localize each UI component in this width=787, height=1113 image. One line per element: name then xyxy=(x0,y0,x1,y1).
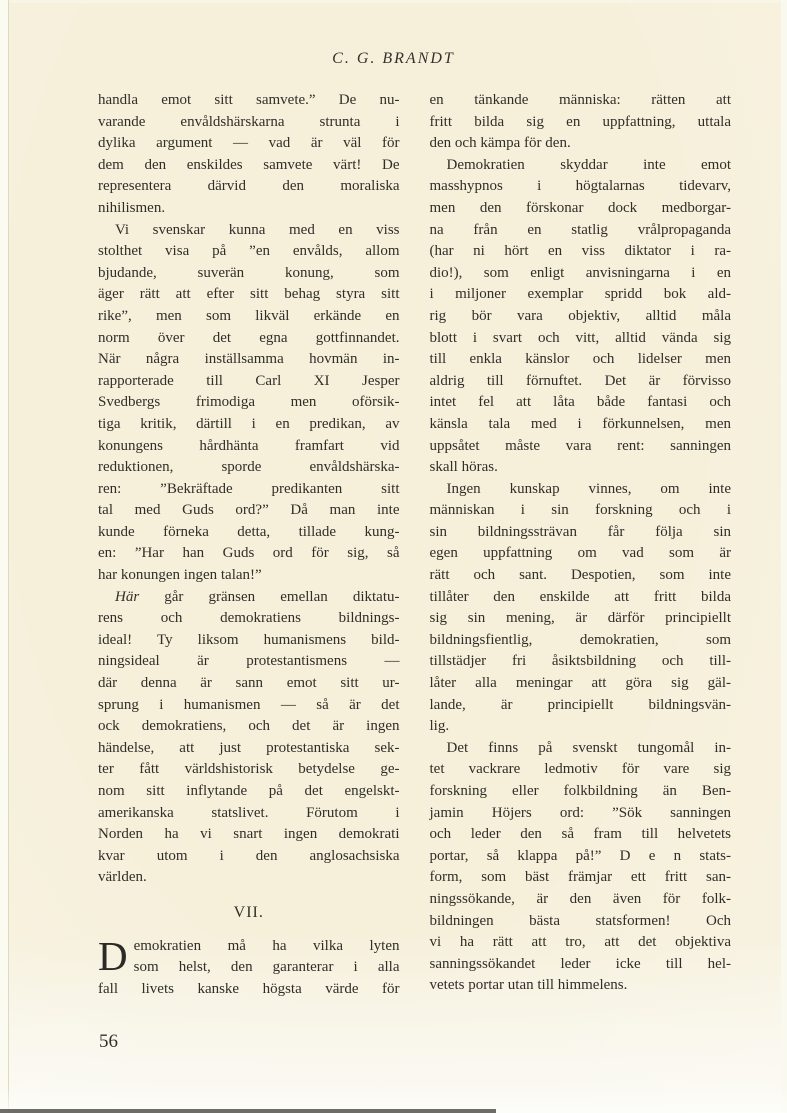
text-line: varande envåldshärskarna strunta i xyxy=(98,113,400,130)
text-line: egen uppfattning om vad som är xyxy=(429,545,731,562)
text-line: uppsåtet måste vara rent: sanningen xyxy=(429,437,731,454)
text-line: konungens hårdhänta framfart vid xyxy=(98,437,400,454)
text-line: rig bör vara objektiv, alltid måla xyxy=(429,307,731,324)
text-line: fall livets kanske högsta värde för xyxy=(98,980,400,997)
scan-artifact-line xyxy=(0,1109,496,1113)
text-line: norm över det egna gottfinnandet. xyxy=(98,329,400,346)
text-line: ren: ”Bekräftade predikanten sitt xyxy=(98,480,400,497)
text-line: ock demokratiens, och det är ingen xyxy=(98,718,400,735)
text-line: blott i svart och vitt, alltid vända sig xyxy=(429,329,731,346)
text-line: forskning eller folkbildning än Ben- xyxy=(429,783,731,799)
text-line: den och kämpa för den. xyxy=(429,135,571,152)
text-line: sin bildningssträvan får följa sin xyxy=(429,523,731,540)
page-edge-right xyxy=(781,0,787,1113)
text-line: emokratien må ha vilka lyten xyxy=(133,937,400,954)
text-line: masshypnos i högtalarnas tidevarv, xyxy=(429,178,731,195)
text-line: lig. xyxy=(429,718,450,735)
text-line: intet fel att låta både fantasi och xyxy=(429,394,731,411)
text-line: tillåter den enskilde att fritt bilda xyxy=(429,588,731,605)
text-line: Vi svenskar kunna med en viss xyxy=(115,221,400,238)
text-line: nihilismen. xyxy=(98,199,166,216)
paragraph xyxy=(98,587,400,889)
text-line: fritt bilda sig en uppfattning, uttala xyxy=(429,113,731,130)
text-line: ideal! Ty liksom humanismens bild- xyxy=(98,631,400,648)
text-line: i miljoner exemplar spridd bok ald- xyxy=(429,286,731,303)
text-line: portar, så klappa på!” D e n stats- xyxy=(429,847,731,864)
text-line: kunde förneka detta, tillade kung- xyxy=(98,523,400,540)
text-line: tiga kritik, därtill i en predikan, av xyxy=(98,415,400,432)
text-line: jamin Höjers ord: ”Sök sanningen xyxy=(429,804,731,821)
paragraph xyxy=(98,90,400,220)
text-line: bjudande, suverän konung, som xyxy=(98,264,400,281)
text-columns xyxy=(98,90,731,1000)
text-line: vi ha rätt att tro, att det objektiva xyxy=(429,934,731,951)
text-line: rapporterade till Carl XI Jesper xyxy=(98,372,400,389)
text-line: händelse, att just protestantiska sek- xyxy=(98,739,400,756)
text-line: lande, är principiellt bildningsvän- xyxy=(429,696,731,713)
text-line: och leder den så fram till helvetets xyxy=(429,826,731,843)
page-number: 56 xyxy=(99,1031,118,1052)
text-line: som helst, den garanterar i alla xyxy=(133,959,400,976)
paragraph xyxy=(430,479,732,738)
text-line: aldrig till förnuftet. Det är förvisso xyxy=(429,372,731,389)
text-line: tal med Guds ord?” Då man inte xyxy=(98,502,400,519)
text-line: världen. xyxy=(98,869,147,886)
text-line: människan i sin forskning och i xyxy=(429,502,731,519)
text-line: Det finns på svenskt tungomål in- xyxy=(446,739,731,756)
paragraph xyxy=(98,220,400,587)
text-line: form, som bäst främjar ett fritt san- xyxy=(429,869,731,886)
dropcap-letter: D xyxy=(98,932,128,979)
text-line: bildningsfientlig, demokratien, som xyxy=(429,631,731,648)
text-line: sanningssökandet leder icke till hel- xyxy=(429,955,731,972)
text-line: skall höras. xyxy=(429,459,498,476)
page-edge-left xyxy=(0,0,9,1113)
text-line: vetets portar utan till himmelens. xyxy=(429,977,628,994)
text-line: låter alla meningar att göra sig gäl- xyxy=(429,675,731,692)
left-column xyxy=(98,90,400,1000)
text-line: representera därvid den moraliska xyxy=(98,178,400,195)
text-line: känsla tala med i förkunnelsen, men xyxy=(429,415,731,432)
text-line: (har ni hört en viss diktator i ra- xyxy=(429,243,731,260)
text-line: en tänkande människa: rätten att xyxy=(429,92,731,108)
text-line: tillstädjer fri åsiktsbildning och till- xyxy=(429,653,731,670)
text-line: reduktionen, sporde envåldshärska- xyxy=(98,459,400,476)
text-line: sig sin mening, är därför principiellt xyxy=(429,610,731,627)
text-line: har konungen ingen talan!” xyxy=(98,567,262,584)
text-line: dem den enskildes samvete värt! De xyxy=(98,156,400,173)
right-column xyxy=(430,90,732,1000)
text-line: Svedbergs frimodiga men oförsik- xyxy=(98,394,400,411)
text-line: Norden ha vi snart ingen demokrati xyxy=(98,826,400,843)
page-edge-top xyxy=(0,0,787,3)
text-line: där denna är sann emot sitt ur- xyxy=(98,675,400,692)
text-line: en: ”Har han Guds ord för sig, så xyxy=(98,545,400,562)
text-line: ningsideal är protestantismens — xyxy=(98,653,400,670)
text-line: dio!), som enligt anvisningarna i en xyxy=(429,264,731,281)
text-line: men den förskonar dock medborgar- xyxy=(429,199,731,216)
text-line: kvar utom i den anglosachsiska xyxy=(98,847,400,864)
text-line: tet vackrare ledmotiv för vare sig xyxy=(429,761,731,778)
text-line: till enkla känslor och lidelser men xyxy=(429,351,731,368)
text-line: rens och demokratiens bildnings- xyxy=(98,610,400,627)
text-line: äger rätt att efter sitt behag styra sitt xyxy=(98,286,400,303)
section-heading: VII. xyxy=(233,903,264,921)
text-line: rike”, men som likväl erkände en xyxy=(98,307,400,324)
text-line: dylika argument — vad är väl för xyxy=(98,135,400,152)
italic-lead-word: Här xyxy=(115,588,140,605)
paragraph xyxy=(430,155,732,479)
text-line: na från en statlig vrålpropaganda xyxy=(429,221,731,238)
text-line: Demokratien skyddar inte emot xyxy=(446,156,731,173)
text-line: ningssökande, är den även för folk- xyxy=(429,890,731,907)
text-line: amerikanska statslivet. Förutom i xyxy=(98,804,400,821)
text-line: handla emot sitt samvete.” De nu- xyxy=(98,92,400,108)
paragraph xyxy=(430,90,732,155)
paragraph xyxy=(98,932,400,1001)
text-line: sprung i humanismen — så är det xyxy=(98,696,400,713)
running-header: C. G. BRANDT xyxy=(332,50,455,67)
text-line: bildningen bästa statsformen! Och xyxy=(429,912,731,929)
text-line: När några inställsamma hovmän in- xyxy=(98,351,400,368)
paragraph xyxy=(430,738,732,997)
text-line: ter fått världshistorisk betydelse ge- xyxy=(98,761,400,778)
text-line: Ingen kunskap vinnes, om inte xyxy=(446,480,731,497)
text-line: Här går gränsen emellan diktatu- xyxy=(115,588,400,605)
text-line: nom sitt inflytande på det engelskt- xyxy=(98,783,400,799)
text-line: rätt och sant. Despotien, som inte xyxy=(429,567,731,584)
text-line: stolthet visa på ”en envålds, allom xyxy=(98,243,400,260)
